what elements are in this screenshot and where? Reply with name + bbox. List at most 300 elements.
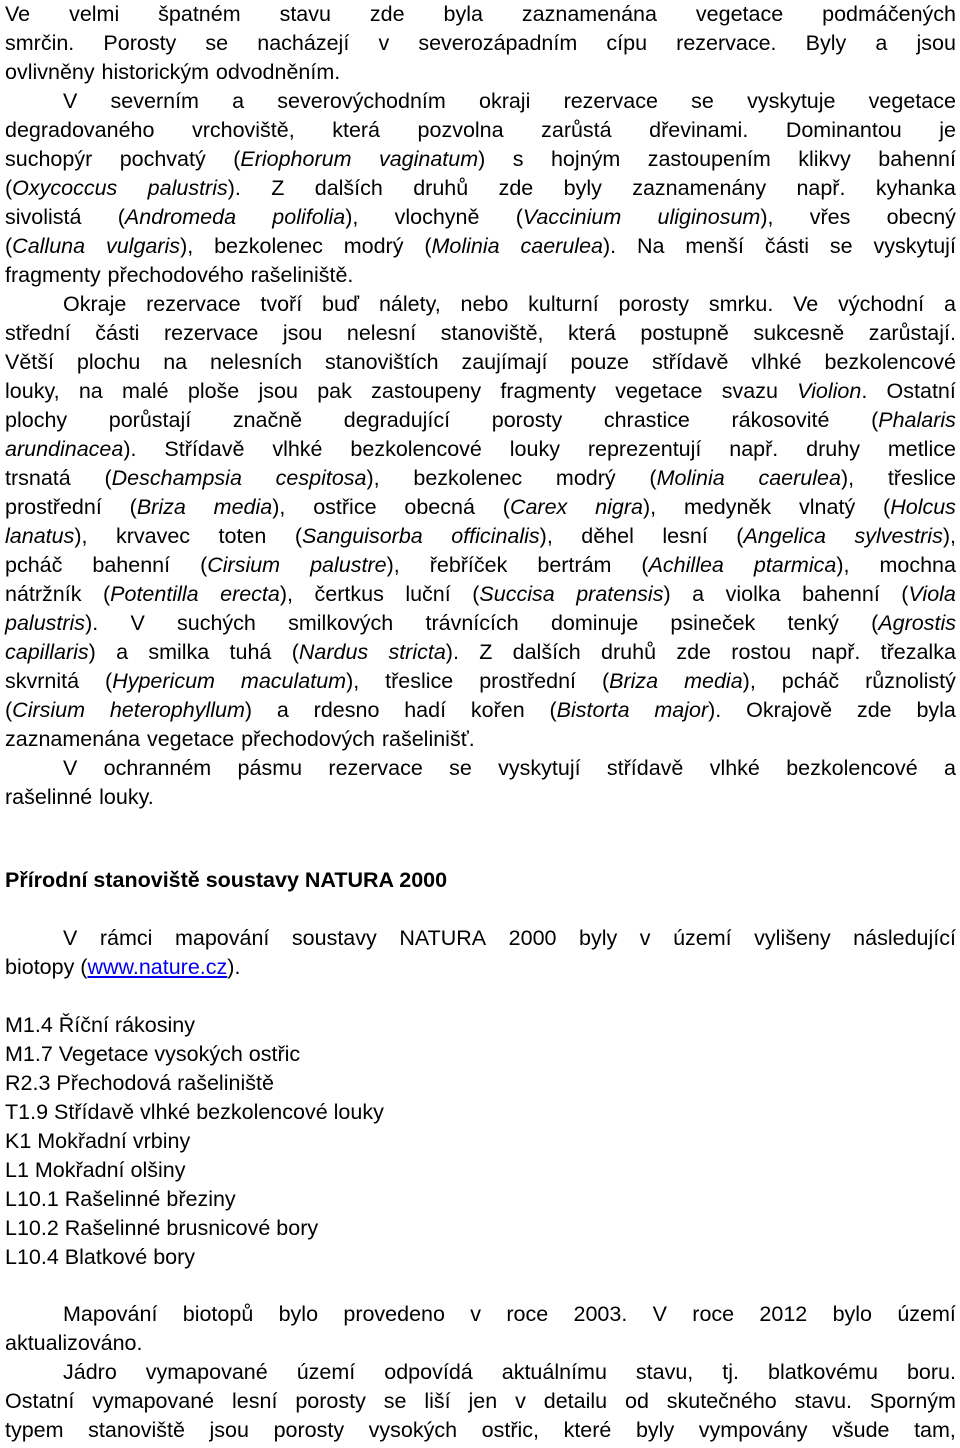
word: pozvolna	[417, 118, 504, 142]
word: heterophyllum)	[109, 698, 253, 722]
word: bahenní	[878, 147, 956, 171]
word: Ostatní	[5, 1389, 75, 1413]
word: bezkolencové	[350, 437, 482, 461]
word: buď	[322, 292, 360, 316]
word: stanoviště	[88, 1418, 185, 1442]
word: tuhá	[229, 640, 272, 664]
word: skvrnitá	[5, 669, 80, 693]
word: malé	[122, 379, 169, 403]
word: na	[163, 350, 188, 374]
word: vymapované	[145, 1360, 268, 1384]
word: nigra),	[595, 495, 657, 519]
word: Ostatní	[886, 379, 956, 403]
word: postupně	[640, 321, 729, 345]
word: odpovídá	[384, 1360, 473, 1384]
word: boru.	[906, 1360, 956, 1384]
word: vymapované	[92, 1389, 215, 1413]
word: smrčin.	[5, 31, 75, 55]
word: vulgaris),	[105, 234, 194, 258]
word: detailu	[543, 1389, 608, 1413]
text-line	[5, 348, 956, 377]
word: arundinacea).	[5, 437, 137, 461]
word: bezkolencové	[824, 350, 956, 374]
word: je	[939, 118, 956, 142]
word: v	[639, 926, 651, 950]
word: značně	[232, 408, 303, 432]
word: na	[78, 379, 103, 403]
text-line	[5, 435, 956, 464]
word: zde	[498, 176, 534, 200]
word: a	[116, 640, 129, 664]
word: dominuje	[550, 611, 639, 635]
word: krvavec	[115, 524, 191, 548]
word: vrchoviště,	[191, 118, 295, 142]
word: caerulea),	[758, 466, 855, 490]
word: smilka	[148, 640, 210, 664]
word: velmi	[69, 2, 120, 26]
word: třeslice	[385, 669, 454, 693]
word: violka	[725, 582, 781, 606]
word: nacházejí	[257, 31, 350, 55]
biotope-item: T1.9 Střídavě vlhké bezkolencové louky	[5, 1100, 384, 1124]
word: pratensis)	[576, 582, 671, 606]
word: (Calluna	[5, 234, 86, 258]
word: psineček	[670, 611, 756, 635]
text-line	[5, 1329, 956, 1358]
word: v	[378, 31, 390, 55]
word: palustris).	[5, 611, 99, 635]
word: (Nardus	[291, 640, 369, 664]
word: se	[205, 31, 229, 55]
word: v	[515, 1389, 526, 1413]
word: které	[563, 1418, 612, 1442]
word: nálety,	[378, 292, 441, 316]
word: (Hypericum	[105, 669, 215, 693]
word: druhů	[601, 640, 657, 664]
word: Ve	[793, 292, 819, 316]
word: Sporným	[869, 1389, 956, 1413]
word: (Bistorta	[549, 698, 630, 722]
word: (Succisa	[472, 582, 555, 606]
word: pak	[317, 379, 352, 403]
word: všude	[832, 1418, 890, 1442]
intro-after-link: ).	[227, 955, 241, 979]
word: plochy	[5, 408, 68, 432]
word: V	[63, 926, 78, 950]
word: dalších	[512, 640, 581, 664]
word: vyskytuje	[747, 89, 836, 113]
word: obecná	[404, 495, 475, 519]
word: zastoupením	[647, 147, 771, 171]
word: sukcesně	[753, 321, 845, 345]
word: v	[470, 1302, 482, 1326]
word: byly	[579, 926, 618, 950]
word: Byly	[805, 31, 847, 55]
word: kulturní	[528, 292, 599, 316]
word: roce	[692, 1302, 735, 1326]
word: pochvatý	[119, 147, 206, 171]
word: pásmu	[237, 756, 303, 780]
word: rezervace	[163, 321, 259, 345]
word: ploše	[187, 379, 240, 403]
word: nelesních	[210, 350, 303, 374]
word: plochu	[76, 350, 141, 374]
word: Na	[637, 234, 665, 258]
text-line	[5, 145, 956, 174]
text-line	[5, 464, 956, 493]
word: nebo	[460, 292, 509, 316]
word: lesní	[232, 1389, 278, 1413]
word: řebříček	[429, 553, 508, 577]
word: odvodněním.	[215, 60, 341, 84]
biotope-item: L10.2 Rašelinné brusnicové bory	[5, 1216, 319, 1240]
word: dalších	[314, 176, 383, 200]
word: území	[673, 926, 732, 950]
section-heading: Přírodní stanoviště soustavy NATURA 2000	[5, 868, 448, 892]
word: zde	[856, 698, 892, 722]
word: biotopů	[182, 1302, 254, 1326]
text-line	[5, 29, 956, 58]
word: aktualizováno.	[5, 1331, 143, 1355]
word: jsou	[258, 379, 298, 403]
word: fragmenty	[5, 263, 101, 287]
word: bertrám	[537, 553, 612, 577]
word: a	[276, 698, 289, 722]
word: byly	[635, 1418, 675, 1442]
word: vlhké	[272, 437, 323, 461]
word: NATURA	[399, 926, 487, 950]
word: (Briza	[129, 495, 186, 519]
word: druhů	[413, 176, 469, 200]
word: maculatum),	[240, 669, 360, 693]
word: chrastice	[603, 408, 690, 432]
word: bahenní	[92, 553, 171, 577]
word: (Molinia	[424, 234, 500, 258]
word: jsou	[209, 1418, 249, 1442]
text-line	[5, 0, 956, 29]
text-line	[5, 1387, 956, 1416]
word: vlochyně	[394, 205, 480, 229]
word: pouze	[570, 350, 630, 374]
word: se	[449, 756, 472, 780]
word: bezkolenec	[214, 234, 323, 258]
word: porosty	[491, 408, 563, 432]
text-line	[5, 754, 956, 783]
word: V	[63, 756, 78, 780]
word: ovlivněny	[5, 60, 95, 84]
word: palustre),	[310, 553, 400, 577]
word: druhy	[806, 437, 860, 461]
word: (Phalaris	[871, 408, 956, 432]
intro-before-link: biotopy (	[5, 955, 88, 979]
word: capillaris)	[5, 640, 96, 664]
word: byly	[563, 176, 602, 200]
word: trsnatá	[5, 466, 71, 490]
word: (Cirsium	[5, 698, 86, 722]
word: severozápadním	[418, 31, 578, 55]
word: prostřední	[479, 669, 577, 693]
word: a	[232, 89, 245, 113]
word: Větší	[5, 350, 54, 374]
word: rostou	[731, 640, 792, 664]
word: caerulea).	[520, 234, 617, 258]
word: suchých	[177, 611, 256, 635]
word: porosty	[618, 292, 690, 316]
word: tenký	[787, 611, 839, 635]
word: stavu,	[635, 1360, 694, 1384]
word: (Oxycoccus	[5, 176, 118, 200]
word: Jádro	[63, 1360, 117, 1384]
biotope-item: L10.1 Rašelinné březiny	[5, 1187, 236, 1211]
text-line	[5, 174, 956, 203]
word: klikvy	[798, 147, 851, 171]
word: od	[624, 1389, 649, 1413]
word: jen	[468, 1389, 498, 1413]
word: ostřic,	[481, 1418, 539, 1442]
text-line	[5, 406, 956, 435]
text-line	[5, 522, 956, 551]
word: typem	[5, 1418, 64, 1442]
text-line	[5, 58, 956, 87]
word: svazu	[721, 379, 778, 403]
word: bezkolenec	[413, 466, 523, 490]
word: cespitosa),	[275, 466, 380, 490]
word: která	[332, 118, 381, 142]
text-line	[5, 116, 956, 145]
word: rašeliniště.	[250, 263, 354, 287]
word: mochna	[879, 553, 956, 577]
word: tvoří	[260, 292, 303, 316]
word: kyhanka	[875, 176, 956, 200]
word: Okrajově	[746, 698, 833, 722]
word: ochranném	[103, 756, 212, 780]
word: např.	[811, 640, 861, 664]
word: reprezentují	[587, 437, 702, 461]
word: stavu.	[794, 1389, 853, 1413]
word: obecný	[886, 205, 956, 229]
word: zarůstají.	[868, 321, 956, 345]
word: ostřice	[313, 495, 377, 519]
word: podmáčených	[822, 2, 956, 26]
word: kořen	[470, 698, 525, 722]
text-line	[5, 725, 956, 754]
word: media),	[684, 669, 756, 693]
word: části	[764, 234, 810, 258]
word: severovýchodním	[277, 89, 446, 113]
word: se	[691, 89, 714, 113]
word: Z	[271, 176, 285, 200]
text-line	[5, 667, 956, 696]
biotope-item: M1.4 Říční rákosiny	[5, 1013, 195, 1037]
word: Ve	[5, 2, 31, 26]
word: V	[63, 89, 78, 113]
word: vřes	[809, 205, 851, 229]
word: blatkovému	[768, 1360, 878, 1384]
word: čertkus	[314, 582, 384, 606]
word: okraji	[478, 89, 531, 113]
word: trávnících	[425, 611, 519, 635]
text-line	[5, 232, 956, 261]
word: vympovány	[698, 1418, 808, 1442]
word: (Viola	[901, 582, 956, 606]
word: pcháč	[5, 553, 63, 577]
word: suchopýr	[5, 147, 93, 171]
word: vegetace	[146, 727, 235, 751]
word: střídavě	[606, 756, 684, 780]
word: východní	[838, 292, 925, 316]
word: Dominantou	[785, 118, 902, 142]
word: soustavy	[291, 926, 377, 950]
word: modrý	[343, 234, 404, 258]
word: následující	[853, 926, 956, 950]
word: zaznamenána	[5, 727, 141, 751]
word: (Sanguisorba	[294, 524, 423, 548]
word: V	[652, 1302, 667, 1326]
word: různolistý	[865, 669, 956, 693]
nature-cz-link[interactable]: www.nature.cz	[87, 955, 228, 979]
word: roce	[506, 1302, 549, 1326]
word: (Cirsium	[200, 553, 281, 577]
word: vegetace	[868, 89, 956, 113]
word: (Deschampsia	[104, 466, 242, 490]
word: dřevinami.	[649, 118, 749, 142]
word: toten	[218, 524, 267, 548]
word: rákosovité	[731, 408, 830, 432]
word: (Eriophorum	[233, 147, 352, 171]
word: porůstají	[108, 408, 192, 432]
word: území	[296, 1360, 356, 1384]
word: erecta),	[220, 582, 294, 606]
word: ptarmica),	[753, 553, 850, 577]
word: vegetace	[695, 2, 784, 26]
word: (Vaccinium	[515, 205, 622, 229]
word: rezervace	[146, 292, 241, 316]
biotope-item: M1.7 Vegetace vysokých ostřic	[5, 1042, 301, 1066]
word: špatném	[158, 2, 241, 26]
word: historickým	[101, 60, 210, 84]
word: V	[130, 611, 145, 635]
word: louky,	[5, 379, 60, 403]
biotope-item: R2.3 Přechodová rašeliniště	[5, 1071, 274, 1095]
word: rezervace.	[676, 31, 777, 55]
text-line	[5, 493, 956, 522]
word: pcháč	[781, 669, 840, 693]
word: officinalis),	[451, 524, 553, 548]
word: vlhké	[709, 756, 760, 780]
word: střídavě	[651, 350, 729, 374]
word: bezkolencové	[786, 756, 918, 780]
text-line	[5, 1300, 956, 1329]
word: rezervace	[563, 89, 658, 113]
word: vyskytují	[498, 756, 581, 780]
word: metlice	[887, 437, 956, 461]
word: stanoviště,	[440, 321, 544, 345]
word: zde	[369, 2, 405, 26]
word: (Angelica	[736, 524, 826, 548]
word: sylvestris),	[854, 524, 956, 548]
word: 2003.	[573, 1302, 628, 1326]
word: jsou	[916, 31, 956, 55]
word: např.	[796, 176, 846, 200]
text-line	[5, 580, 956, 609]
word: 2000	[508, 926, 557, 950]
word: degradovaného	[5, 118, 155, 142]
text-line	[5, 377, 956, 406]
word: a	[944, 756, 956, 780]
word: části	[95, 321, 140, 345]
word: palustris).	[147, 176, 241, 200]
word: s	[512, 147, 524, 171]
word: prostřední	[5, 495, 102, 519]
word: (Achillea	[641, 553, 724, 577]
word: Střídavě	[164, 437, 245, 461]
word: bahenní	[802, 582, 880, 606]
word: uliginosum),	[657, 205, 774, 229]
word: lesní	[662, 524, 708, 548]
word: přechodového	[107, 263, 244, 287]
word: bylo	[278, 1302, 319, 1326]
word: bylo	[832, 1302, 873, 1326]
word: hojným	[550, 147, 621, 171]
word: tam,	[914, 1418, 956, 1442]
word: rdesno	[313, 698, 380, 722]
word: území	[897, 1302, 956, 1326]
word: (Agrostis	[871, 611, 956, 635]
word: zde	[676, 640, 711, 664]
word: stricta).	[388, 640, 459, 664]
word: rámci	[99, 926, 153, 950]
text-line	[5, 696, 956, 725]
word: děhel	[581, 524, 634, 548]
word: louky.	[99, 785, 154, 809]
text-line	[5, 551, 956, 580]
word: zaujímají	[461, 350, 548, 374]
word: vlhké	[751, 350, 802, 374]
word: zarůstá	[541, 118, 612, 142]
word: polifolia),	[272, 205, 359, 229]
word: (Holcus	[883, 495, 956, 519]
word: lanatus),	[5, 524, 88, 548]
word: sivolistá	[5, 205, 82, 229]
word: luční	[405, 582, 451, 606]
word: Porosty	[103, 31, 177, 55]
word: zastoupeny	[371, 379, 482, 403]
word: přechodových	[241, 727, 375, 751]
biotope-item: L10.4 Blatkové bory	[5, 1245, 196, 1269]
word: porosty	[273, 1418, 345, 1442]
word: vyskytují	[873, 234, 956, 258]
text-line	[5, 319, 956, 348]
word: menší	[685, 234, 744, 258]
word: fragmenty	[500, 379, 596, 403]
word: tj.	[722, 1360, 740, 1384]
word: rašelinné	[5, 785, 93, 809]
word: provedeno	[343, 1302, 445, 1326]
word: nátržník	[5, 582, 82, 606]
word: Violion.	[797, 379, 868, 403]
word: (Carex	[502, 495, 568, 519]
word: byla	[916, 698, 956, 722]
word: (Andromeda	[117, 205, 237, 229]
word: severním	[110, 89, 199, 113]
word: smrku.	[708, 292, 774, 316]
text-line	[5, 638, 956, 667]
word: a	[692, 582, 705, 606]
word: vegetace	[615, 379, 703, 403]
text-line	[5, 87, 956, 116]
word: rašelinišť.	[381, 727, 475, 751]
text-line	[5, 609, 956, 638]
